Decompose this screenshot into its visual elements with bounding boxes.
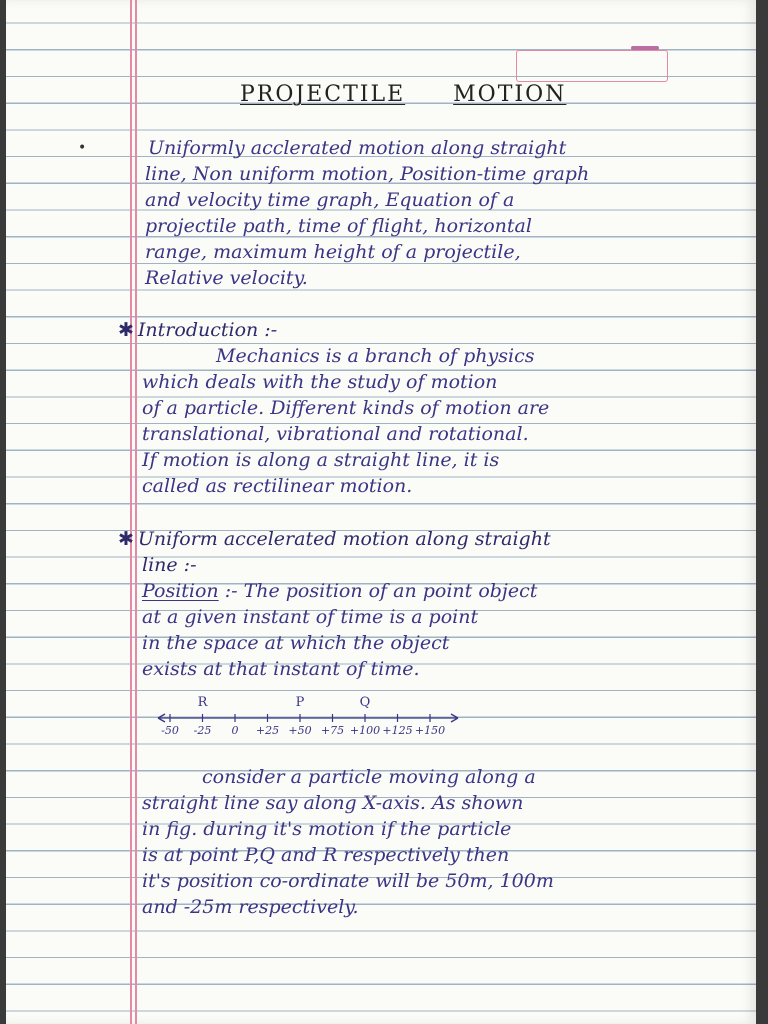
- margin-line: [130, 0, 132, 1024]
- syllabus-line: and velocity time graph, Equation of a: [145, 189, 515, 211]
- introduction-line: of a particle. Different kinds of motion are: [142, 397, 550, 419]
- introduction-heading-text: Introduction :-: [137, 319, 278, 341]
- asterisk-icon: ✱: [118, 528, 134, 550]
- tick-label: +125: [382, 724, 413, 737]
- introduction-line: called as rectilinear motion.: [142, 475, 413, 497]
- introduction-line: translational, vibrational and rotational.: [142, 423, 529, 445]
- consider-line: and -25m respectively.: [142, 896, 359, 918]
- tick-label: +100: [349, 724, 381, 737]
- syllabus-line: Relative velocity.: [145, 267, 308, 289]
- number-line-diagram: [156, 690, 536, 750]
- date-box-tab: [631, 46, 659, 50]
- introduction-line: If motion is along a straight line, it is: [142, 449, 500, 471]
- uniform-motion-heading-cont: line :-: [142, 554, 197, 576]
- consider-line: is at point P,Q and R respectively then: [142, 844, 510, 866]
- position-definition-line: [142, 580, 537, 602]
- uniform-motion-heading-text: Uniform accelerated motion along straight: [137, 528, 551, 550]
- title-word: MOTION: [453, 82, 567, 107]
- consider-line: straight line say along X-axis. As shown: [142, 792, 524, 814]
- tick-label: +150: [414, 724, 446, 737]
- position-definition-line: exists at that instant of time.: [142, 658, 420, 680]
- consider-line: it's position co-ordinate will be 50m, 100m: [142, 870, 554, 892]
- introduction-heading: [118, 319, 277, 341]
- asterisk-icon: ✱: [118, 319, 134, 341]
- bullet-dot: •: [78, 140, 87, 156]
- consider-line: in fig. during it's motion if the particle: [142, 818, 512, 840]
- syllabus-line: Uniformly acclerated motion along straight: [148, 137, 567, 159]
- position-definition-line: in the space at which the object: [142, 632, 450, 654]
- uniform-motion-heading: [118, 528, 551, 550]
- position-definition-text: :- The position of an point object: [218, 580, 538, 602]
- tick-label: -50: [161, 724, 179, 737]
- tick-label: 0: [231, 724, 239, 737]
- point-label: P: [295, 695, 305, 710]
- syllabus-line: projectile path, time of flight, horizontal: [145, 215, 532, 237]
- tick-label: +75: [320, 724, 345, 737]
- date-box: [516, 50, 668, 82]
- position-label: Position: [142, 580, 219, 602]
- tick-label: +25: [255, 724, 280, 737]
- page-title: [240, 82, 614, 107]
- consider-line: consider a particle moving along a: [202, 766, 536, 788]
- point-label: Q: [359, 695, 371, 710]
- margin-line: [135, 0, 137, 1024]
- syllabus-line: range, maximum height of a projectile,: [145, 241, 521, 263]
- tick-label: -25: [193, 724, 212, 737]
- point-label: R: [197, 695, 208, 710]
- tick-label: +50: [288, 724, 312, 737]
- notebook-page: [6, 0, 756, 1024]
- introduction-line: which deals with the study of motion: [142, 371, 498, 393]
- introduction-line: Mechanics is a branch of physics: [216, 345, 535, 367]
- title-word: PROJECTILE: [240, 82, 406, 107]
- position-definition-line: at a given instant of time is a point: [142, 606, 479, 628]
- syllabus-line: line, Non uniform motion, Position-time graph: [145, 163, 590, 185]
